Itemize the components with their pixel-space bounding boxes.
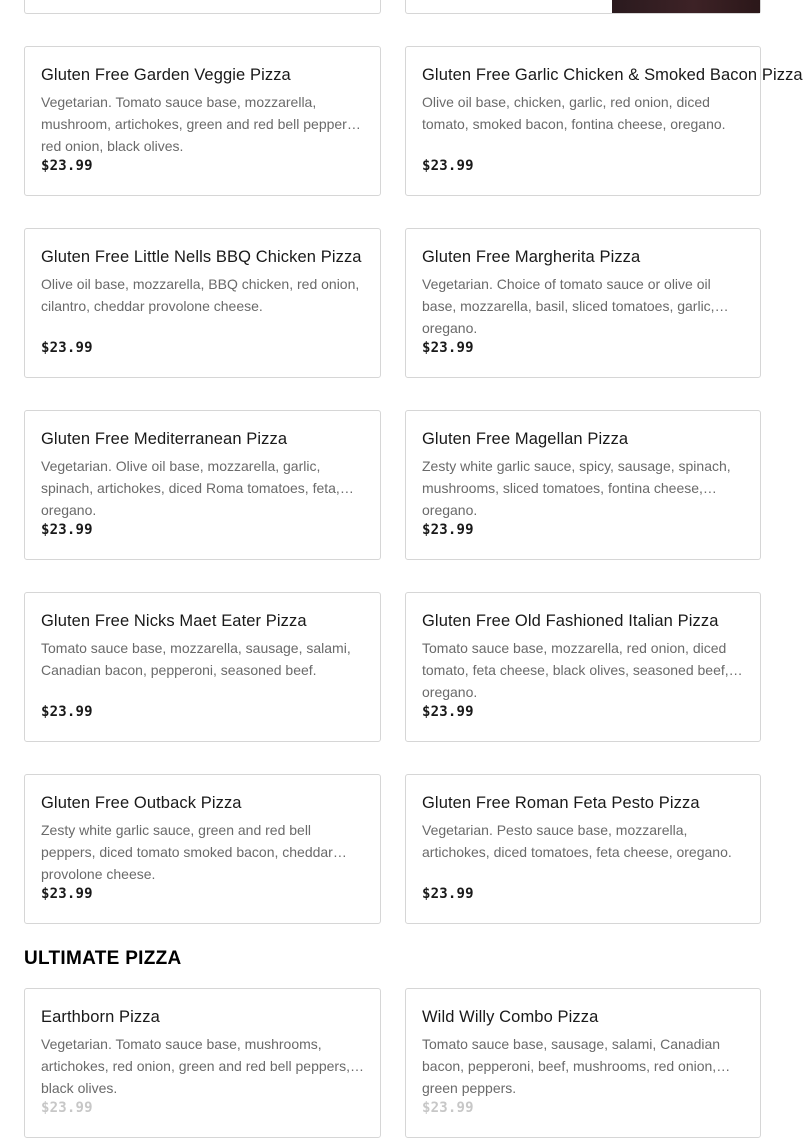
menu-item-price: $23.99 <box>422 1100 474 1116</box>
menu-item-description: Olive oil base, mozzarella, BBQ chicken, red onion, cilantro, cheddar provolone cheese. <box>41 276 360 314</box>
menu-item-price: $23.99 <box>41 704 93 720</box>
menu-item-description: Tomato sauce base, mozzarella, sausage, salami, Canadian bacon, pepperoni, seasoned beef. <box>41 640 351 678</box>
menu-item-title: Gluten Free Margherita Pizza <box>422 248 641 266</box>
menu-item-description: Tomato sauce base, mozzarella, red onion, diced tomato, feta cheese, black olives, seasoned beef, oregano. <box>422 640 729 700</box>
menu-item-card[interactable] <box>24 46 381 196</box>
menu-item-description: Olive oil base, chicken, garlic, red onion, diced tomato, smoked bacon, fontina cheese, oregano. <box>422 94 726 132</box>
menu-item-price: $23.99 <box>422 340 474 356</box>
menu-item-card[interactable] <box>24 228 381 378</box>
menu-item-card[interactable] <box>405 592 761 742</box>
menu-item-card[interactable] <box>24 592 381 742</box>
menu-item-price: $23.99 <box>422 522 474 538</box>
section-heading-ultimate-pizza: ULTIMATE PIZZA <box>24 948 182 969</box>
menu-item-description: Vegetarian. Olive oil base, mozzarella, garlic, spinach, artichokes, diced Roma tomatoes, feta, oregano. <box>41 458 340 518</box>
menu-item-price: $23.99 <box>41 1100 93 1116</box>
menu-item-title: Gluten Free Outback Pizza <box>41 794 242 812</box>
menu-item-image <box>612 0 760 13</box>
menu-item-card[interactable] <box>405 410 761 560</box>
menu-item-card[interactable] <box>405 46 803 196</box>
menu-item-price: $23.99 <box>422 158 474 174</box>
menu-item-description: Vegetarian. Choice of tomato sauce or olive oil base, mozzarella, basil, sliced tomatoes, garlic, oregano. <box>422 276 715 336</box>
menu-item-description: Zesty white garlic sauce, spicy, sausage, spinach, mushrooms, sliced tomatoes, fontina cheese, oregano. <box>422 458 731 518</box>
menu-item-description: Zesty white garlic sauce, green and red bell peppers, diced tomato smoked bacon, cheddar provolone cheese. <box>41 822 333 882</box>
menu-item-title: Gluten Free Magellan Pizza <box>422 430 629 448</box>
menu-item-card[interactable] <box>24 988 381 1138</box>
menu-item-price: $23.99 <box>41 158 93 174</box>
menu-item-title: Gluten Free Garlic Chicken & Smoked Bacon Pizza <box>422 66 803 84</box>
menu-item-title: Gluten Free Garden Veggie Pizza <box>41 66 291 84</box>
menu-item-description: Vegetarian. Tomato sauce base, mozzarella, mushroom, artichokes, green and red bell peppers, red onion, black olives. <box>41 94 358 154</box>
menu-item-title: Gluten Free Nicks Maet Eater Pizza <box>41 612 307 630</box>
menu-item-title: Gluten Free Little Nells BBQ Chicken Pizza <box>41 248 362 266</box>
menu-item-description: Vegetarian. Tomato sauce base, mushrooms, artichokes, red onion, green and red bell peppers, black olives. <box>41 1036 350 1096</box>
menu-item-card[interactable] <box>405 988 761 1138</box>
menu-item-card[interactable] <box>405 228 761 378</box>
menu-item-card-partial[interactable] <box>405 0 761 14</box>
menu-item-description: Tomato sauce base, sausage, salami, Canadian bacon, pepperoni, beef, mushrooms, red onion, green peppers. <box>422 1036 721 1096</box>
ultimate-pizza-menu-grid <box>24 988 761 1138</box>
menu-item-price: $23.99 <box>41 522 93 538</box>
menu-item-card-partial[interactable] <box>24 0 381 14</box>
menu-item-price: $23.99 <box>422 886 474 902</box>
gluten-free-menu-grid <box>24 46 803 924</box>
menu-item-price: $23.99 <box>41 340 93 356</box>
menu-item-price: $23.99 <box>41 886 93 902</box>
menu-item-title: Gluten Free Roman Feta Pesto Pizza <box>422 794 700 812</box>
menu-item-description: Vegetarian. Pesto sauce base, mozzarella, artichokes, diced tomatoes, feta cheese, oregano. <box>422 822 732 860</box>
menu-item-card[interactable] <box>24 410 381 560</box>
menu-item-title: Gluten Free Mediterranean Pizza <box>41 430 288 448</box>
menu-item-card[interactable] <box>405 774 761 924</box>
menu-item-card[interactable] <box>24 774 381 924</box>
menu-item-price: $23.99 <box>422 704 474 720</box>
menu-item-title: Gluten Free Old Fashioned Italian Pizza <box>422 612 719 630</box>
menu-item-title: Earthborn Pizza <box>41 1008 160 1026</box>
menu-item-title: Wild Willy Combo Pizza <box>422 1008 599 1026</box>
